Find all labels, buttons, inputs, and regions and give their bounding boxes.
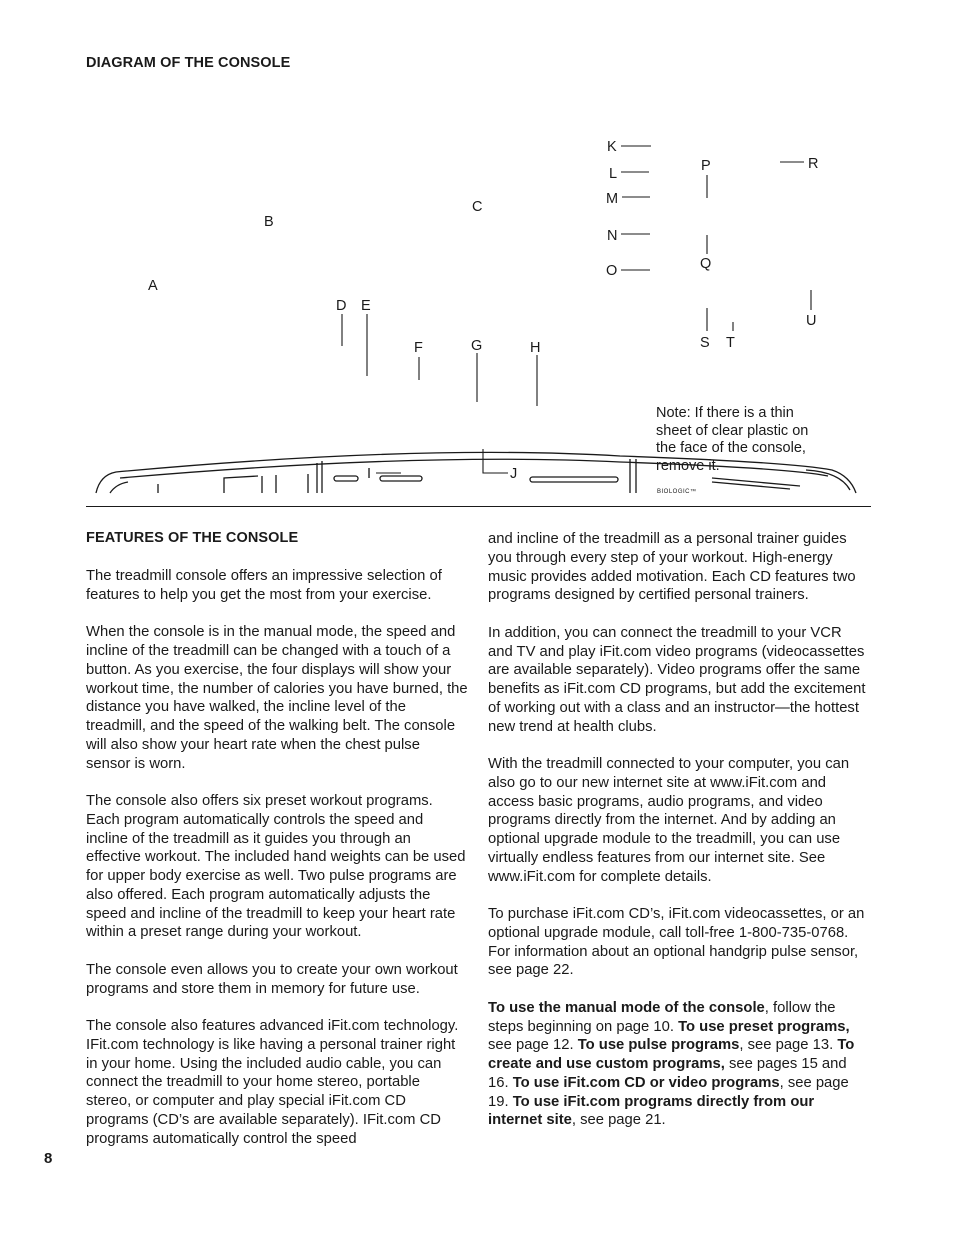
section-divider: [86, 506, 871, 507]
right-column: [488, 530, 870, 1130]
ref-internet-programs-page: , see page 21.: [571, 1112, 666, 1129]
ref-preset-programs: To use preset programs,: [678, 1018, 850, 1035]
paragraph-purchase-info: To purchase iFit.com CD’s, iFit.com videocassettes, or an optional upgrade module, call toll-free 1-800-735-0768. For information about an optional handgrip pulse sensor, see page 22.: [488, 906, 865, 979]
paragraph-ifit-technology: The console also features advanced iFit.com technology. IFit.com technology is like having a personal trainer right in your home. Using the included audio cable, you can connect the treadmill to your home stereo, portable stereo, or computer and play special iFit.com CD programs (CD’s are available separately). IFit.com CD programs automatically control the speed: [86, 1018, 459, 1147]
ref-preset-programs-page: see page 12.: [488, 1037, 578, 1054]
label-m: M: [606, 191, 619, 207]
ref-internet-programs: To use iFit.com programs directly from our internet site: [488, 1093, 815, 1129]
paragraph-internet-site: With the treadmill connected to your computer, you can also go to our new internet site at www.iFit.com and access basic programs, audio programs, and video programs directly from the internet. And by adding an optional upgrade module to the treadmill, you can use virtually endless features from our internet site. See www.iFit.com for complete details.: [488, 756, 850, 885]
label-c: C: [472, 199, 483, 215]
paragraph-video-programs: In addition, you can connect the treadmill to your VCR and TV and play iFit.com video programs (videocassettes are available separately). Video programs offer the same benefits as iFit.com CD programs, but add the excitement of working out with a class and an instructor—the hottest new trend at health clubs.: [488, 624, 866, 735]
paragraph-preset-programs: The console also offers six preset workout programs. Each program automatically controls the speed and incline of the treadmill as it guides you through an effective workout. The included hand weights can be used for upper body exercise as well. Two pulse programs are also offered. Each program automatically adjusts the speed and incline of the treadmill to keep your heart rate within a preset range during your workout.: [86, 793, 466, 941]
ref-cd-video-programs: To use iFit.com CD or video programs: [512, 1074, 780, 1091]
label-f: F: [414, 340, 423, 356]
paragraph-page-references: [488, 999, 870, 1130]
diagram-title: DIAGRAM OF THE CONSOLE: [86, 55, 291, 71]
label-q: Q: [700, 256, 712, 272]
label-d: D: [336, 298, 347, 314]
label-b: B: [264, 214, 274, 230]
page-number: 8: [44, 1150, 53, 1167]
paragraph-custom-programs: The console even allows you to create your own workout programs and store them in memory for future use.: [86, 961, 458, 997]
label-s: S: [700, 335, 710, 351]
label-j: J: [510, 466, 518, 482]
paragraph-ifit-cd: and incline of the treadmill as a personal trainer guides you through every step of your workout. High-energy music provides added motivation. Each CD features two programs designed by certified personal trainers.: [488, 531, 856, 604]
label-i: I: [367, 466, 372, 482]
ref-pulse-programs-page: , see page 13.: [739, 1037, 838, 1054]
features-title: FEATURES OF THE CONSOLE: [86, 530, 299, 546]
brand-mark: BIOLOGIC™: [657, 489, 697, 495]
label-u: U: [806, 313, 817, 329]
label-l: L: [609, 166, 618, 182]
label-r: R: [808, 156, 819, 172]
label-e: E: [361, 298, 371, 314]
ref-cd-video-programs-page: , see page 19.: [488, 1074, 849, 1110]
left-column: [86, 567, 468, 1148]
paragraph-manual-mode: When the console is in the manual mode, the speed and incline of the treadmill can be changed with a touch of a button. As you exercise, the four displays will show your workout time, the number of calories you have burned, the distance you have walked, the incline level of the treadmill, and the speed of the walking belt. The console will also show your heart rate when the chest pulse sensor is worn.: [86, 624, 468, 772]
paragraph-intro: The treadmill console offers an impressive selection of features to help you get the most from your exercise.: [86, 568, 442, 603]
ref-custom-programs: To create and use custom programs,: [488, 1037, 855, 1072]
label-h: H: [530, 340, 541, 356]
ref-manual-mode-page: , follow the steps beginning on page 10.: [488, 999, 836, 1035]
plastic-sheet-note: Note: If there is a thin sheet of clear plastic on the face of the console, remove it.: [656, 405, 809, 474]
label-n: N: [607, 228, 618, 244]
label-a: A: [148, 278, 158, 294]
label-g: G: [471, 338, 483, 354]
ref-custom-programs-page: see pages 15 and 16.: [488, 1056, 847, 1091]
label-k: K: [607, 139, 617, 155]
ref-manual-mode: To use the manual mode of the console: [488, 999, 765, 1016]
label-p: P: [701, 158, 711, 174]
label-t: T: [726, 335, 735, 351]
label-o: O: [606, 263, 618, 279]
ref-pulse-programs: To use pulse programs: [577, 1037, 740, 1054]
